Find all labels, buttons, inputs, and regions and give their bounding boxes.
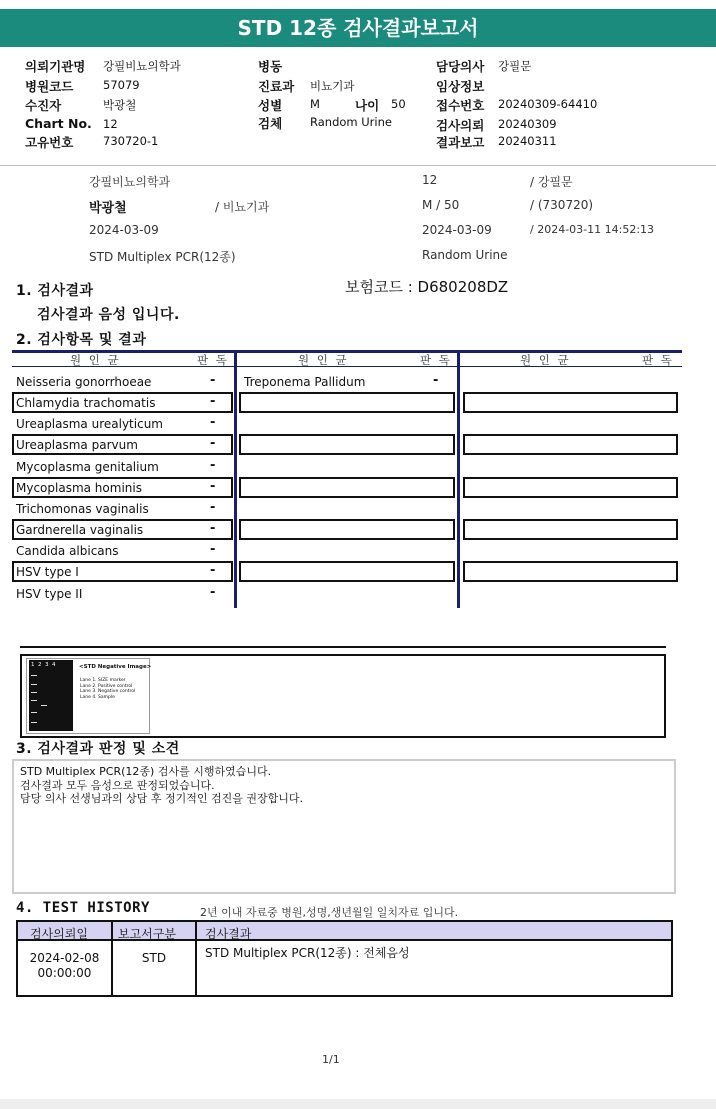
pathogen-name: Treponema Pallidum	[244, 375, 366, 389]
col1-pathogen-header: 원 인 균	[70, 353, 121, 367]
gel-lane-numbers: 1 2 3 4	[31, 662, 56, 668]
request-label: 검사의뢰	[436, 118, 485, 133]
chart-label: Chart No.	[25, 116, 92, 131]
section2-heading: 2. 검사항목 및 결과	[16, 332, 147, 348]
gel-top-rule	[20, 646, 666, 648]
pathogen-name: HSV type II	[16, 587, 83, 601]
gel-band	[31, 712, 37, 713]
pathogen-name: Gardnerella vaginalis	[16, 523, 144, 537]
doctor-label: 담당의사	[436, 59, 485, 74]
row-box	[239, 434, 455, 455]
sex-value: M	[310, 97, 320, 111]
table-divider-2	[457, 350, 460, 608]
sub-report-datetime: / 2024-03-11 14:52:13	[530, 223, 655, 236]
pathogen-name: Trichomonas vaginalis	[16, 502, 149, 516]
receipt-value: 20240309-64410	[498, 97, 598, 111]
pathogen-result: -	[433, 373, 439, 388]
pathogen-result: -	[210, 563, 216, 578]
row-box	[463, 477, 678, 498]
gel-title: <STD Negative Image>	[79, 664, 152, 670]
row-box	[239, 561, 455, 582]
dept-value: 비뇨기과	[310, 79, 355, 93]
gel-band	[31, 675, 37, 676]
gel-legend-item: Lane 3. Negative control	[80, 689, 136, 694]
pathogen-name: Neisseria gonorrhoeae	[16, 375, 152, 389]
row-box	[463, 519, 678, 540]
report-title: STD 12종 검사결과보고서	[0, 9, 716, 47]
history-date: 2024-02-08	[29, 951, 100, 965]
age-value: 50	[391, 97, 406, 111]
sub-date-request: 2024-03-09	[89, 223, 159, 237]
history-time: 00:00:00	[37, 966, 92, 980]
pathogen-result: -	[210, 521, 216, 536]
pathogen-result: -	[210, 479, 216, 494]
pathogen-result: -	[210, 373, 216, 388]
history-header-result: 검사결과	[205, 927, 252, 941]
sub-specimen: Random Urine	[422, 248, 508, 262]
insurance-code: 보험코드 : D680208DZ	[345, 278, 509, 296]
age-label: 나이	[355, 98, 380, 113]
col1-judge-header: 판 독	[197, 353, 229, 367]
gel-band	[31, 700, 37, 701]
history-note: 2년 이내 자료중 병원,성명,생년월일 일치자료 입니다.	[200, 906, 459, 919]
gel-band	[41, 705, 47, 706]
doctor-value: 강필문	[498, 59, 532, 73]
patient-value: 박광철	[103, 98, 137, 112]
row-box	[463, 434, 678, 455]
pathogen-name: Ureaplasma parvum	[16, 438, 138, 452]
patient-label: 수진자	[25, 98, 62, 113]
pathogen-result: -	[210, 500, 216, 515]
table-divider-1	[234, 350, 237, 608]
opinion-line: STD Multiplex PCR(12종) 검사를 시행하였습니다.	[20, 765, 272, 778]
unique-value: 730720-1	[103, 134, 159, 148]
pathogen-result: -	[210, 436, 216, 451]
opinion-line: 담당 의사 선생님과의 상담 후 정기적인 검진을 권장합니다.	[20, 792, 303, 805]
dept-label: 진료과	[258, 79, 295, 94]
col2-judge-header: 판 독	[420, 353, 452, 367]
pathogen-result: -	[210, 542, 216, 557]
overall-result: 검사결과 음성 입니다.	[37, 307, 180, 323]
request-value: 20240309	[498, 117, 557, 131]
institution-label: 의뢰기관명	[25, 59, 86, 74]
chart-value: 12	[103, 117, 118, 131]
row-box	[463, 392, 678, 413]
sex-label: 성별	[258, 98, 283, 113]
page-number: 1/1	[322, 1053, 340, 1066]
ward-label: 병동	[258, 59, 283, 74]
section1-heading: 1. 검사결과	[16, 283, 94, 299]
row-box	[239, 519, 455, 540]
row-box	[463, 561, 678, 582]
clinical-label: 임상정보	[436, 79, 485, 94]
sub-dept: / 비뇨기과	[215, 200, 270, 214]
col2-pathogen-header: 원 인 균	[298, 353, 349, 367]
pathogen-result: -	[210, 458, 216, 473]
history-type: STD	[141, 951, 167, 965]
gel-band	[31, 692, 37, 693]
pathogen-name: Mycoplasma hominis	[16, 481, 142, 495]
gel-band	[31, 722, 37, 723]
gel-legend	[80, 678, 135, 700]
history-header-type: 보고서구분	[118, 927, 176, 941]
gel-legend-item: Lane 1. SIZE marker	[80, 678, 126, 683]
pathogen-result: -	[210, 585, 216, 600]
hospital-code-label: 병원코드	[25, 79, 74, 94]
sub-test-name: STD Multiplex PCR(12종)	[89, 250, 236, 264]
gel-legend-item: Lane 2. Positive control	[80, 683, 133, 689]
report-label: 결과보고	[436, 135, 485, 150]
section3-heading: 3. 검사결과 판정 및 소견	[16, 741, 180, 757]
gel-legend-item: Lane 4. Sample	[80, 694, 115, 700]
section4-heading: 4. TEST HISTORY	[16, 900, 150, 916]
hospital-code-value: 57079	[103, 78, 140, 92]
sub-date-receipt: 2024-03-09	[422, 223, 492, 237]
row-box	[239, 392, 455, 413]
opinion-text	[20, 765, 303, 806]
gel-lanes	[29, 660, 73, 731]
col3-pathogen-header: 원 인 균	[520, 353, 571, 367]
pathogen-name: Chlamydia trachomatis	[16, 396, 156, 410]
pathogen-name: Mycoplasma genitalium	[16, 460, 159, 474]
sub-clinic: 강필비뇨의학과	[89, 175, 171, 189]
gel-band	[31, 684, 37, 685]
history-col-divider	[195, 922, 197, 995]
unique-label: 고유번호	[25, 135, 74, 150]
sub-patient: 박광철	[89, 201, 127, 216]
history-result: STD Multiplex PCR(12종) : 전체음성	[205, 946, 410, 960]
report-value: 20240311	[498, 134, 557, 148]
sub-chart: 12	[422, 173, 438, 187]
row-box	[239, 477, 455, 498]
institution-value: 강필비뇨의학과	[103, 59, 181, 73]
specimen-label: 검체	[258, 116, 283, 131]
col3-judge-header: 판 독	[642, 353, 674, 367]
pathogen-result: -	[210, 415, 216, 430]
page-bottom-strip	[0, 1099, 716, 1109]
receipt-label: 접수번호	[436, 98, 485, 113]
sub-doctor: / 강필문	[530, 175, 573, 189]
pathogen-name: Ureaplasma urealyticum	[16, 417, 163, 431]
history-header-row	[18, 922, 671, 941]
opinion-line: 검사결과 모두 음성으로 판정되었습니다.	[20, 778, 215, 792]
pathogen-name: Candida albicans	[16, 544, 119, 558]
history-header-date: 검사의뢰일	[30, 927, 88, 941]
sub-sex-age: M / 50	[422, 198, 460, 212]
sub-birth: / (730720)	[530, 198, 594, 212]
pathogen-result: -	[210, 394, 216, 409]
pathogen-name: HSV type I	[16, 565, 79, 579]
specimen-value: Random Urine	[310, 115, 392, 129]
